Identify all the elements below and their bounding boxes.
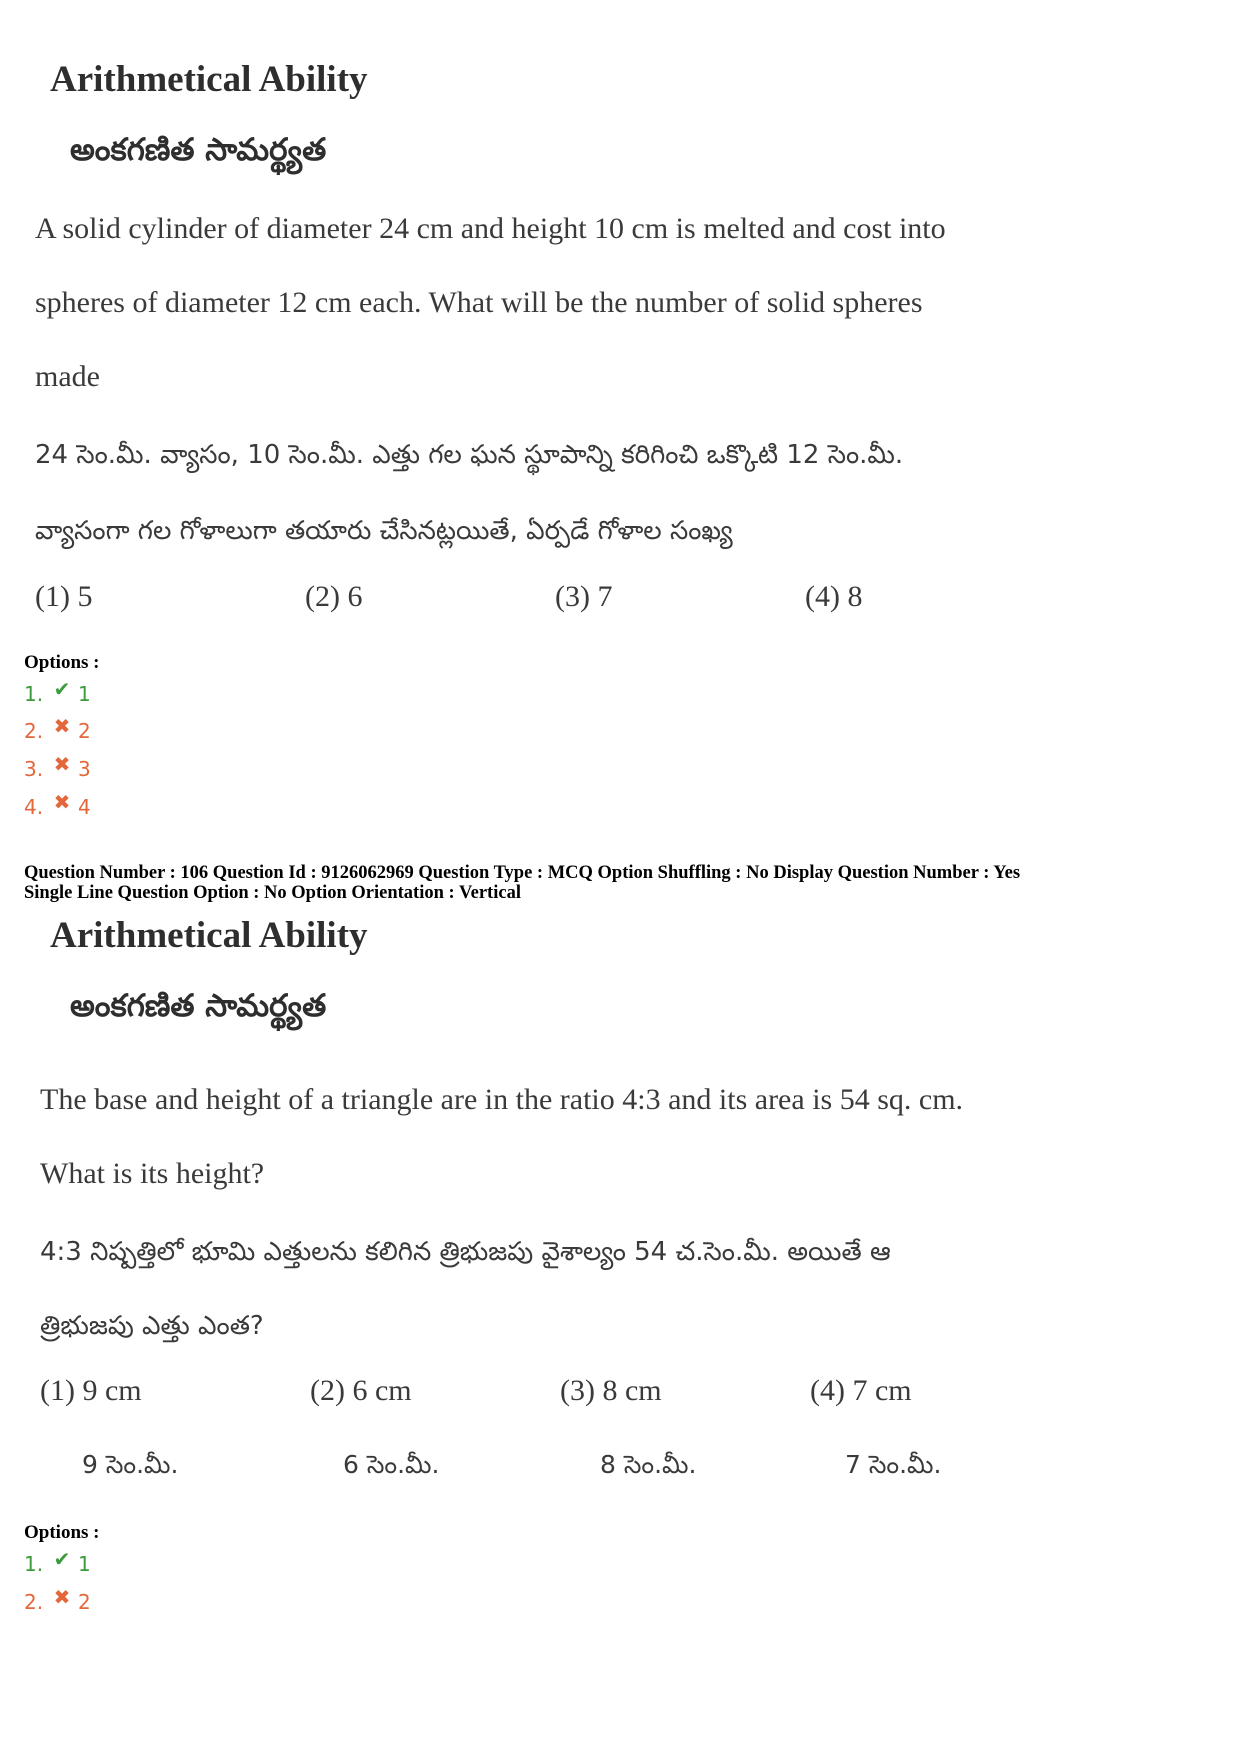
option-value: 2 xyxy=(78,719,91,743)
option-value: 3 xyxy=(78,757,91,781)
answer-choice: (3) 7 xyxy=(555,580,613,613)
options-label: Options : xyxy=(24,1522,100,1543)
cross-icon: ✖ xyxy=(53,790,71,814)
check-icon: ✔ xyxy=(53,1547,71,1571)
option-number: 1. xyxy=(24,1552,44,1576)
option-row xyxy=(24,790,91,819)
question-text-telugu: త్రిభుజపు ఎత్తు ఎంత? xyxy=(40,1311,264,1341)
section-subtitle: అంకగణిత సామర్థ్యత xyxy=(70,132,327,168)
option-row xyxy=(24,1585,91,1614)
section-title: Arithmetical Ability xyxy=(50,59,368,100)
answer-choice-telugu: 7 సెం.మీ. xyxy=(845,1450,942,1479)
answer-choice-telugu: 6 సెం.మీ. xyxy=(343,1450,440,1479)
question-text-telugu: 4:3 నిష్పత్తిలో భూమి ఎత్తులను కలిగిన త్రిభుజపు వైశాల్యం 54 చ.సెం.మీ. అయితే ఆ xyxy=(40,1237,891,1267)
answer-choice: (4) 7 cm xyxy=(810,1374,912,1407)
cross-icon: ✖ xyxy=(53,752,71,776)
question-text-line: made xyxy=(35,360,100,393)
option-number: 2. xyxy=(24,719,44,743)
answer-choice: (2) 6 cm xyxy=(310,1374,412,1407)
question-text-telugu: వ్యాసంగా గల గోళాలుగా తయారు చేసినట్లయితే, ఏర్పడే గోళాల సంఖ్య xyxy=(35,516,733,546)
question-text-line: What is its height? xyxy=(40,1157,265,1190)
answer-choice: (1) 5 xyxy=(35,580,93,613)
option-number: 4. xyxy=(24,795,44,819)
answer-choice-telugu: 9 సెం.మీ. xyxy=(82,1450,179,1479)
options-label: Options : xyxy=(24,652,100,673)
cross-icon: ✖ xyxy=(53,714,71,738)
option-value: 1 xyxy=(78,682,91,706)
option-number: 3. xyxy=(24,757,44,781)
option-value: 1 xyxy=(78,1552,91,1576)
question-text-line: A solid cylinder of diameter 24 cm and height 10 cm is melted and cost into xyxy=(35,212,946,245)
option-row xyxy=(24,677,91,706)
answer-choice: (3) 8 cm xyxy=(560,1374,662,1407)
question-text-line: spheres of diameter 12 cm each. What will be the number of solid spheres xyxy=(35,286,923,319)
question-meta-line: Question Number : 106 Question Id : 9126062969 Question Type : MCQ Option Shuffling : No Display Question Number : Yes xyxy=(24,863,1021,883)
answer-choice-telugu: 8 సెం.మీ. xyxy=(600,1450,697,1479)
answer-choice: (2) 6 xyxy=(305,580,363,613)
option-row xyxy=(24,1547,91,1576)
option-row xyxy=(24,714,91,743)
question-meta-line: Single Line Question Option : No Option Orientation : Vertical xyxy=(24,883,521,903)
section-subtitle: అంకగణిత సామర్థ్యత xyxy=(70,988,327,1024)
section-title: Arithmetical Ability xyxy=(50,915,368,956)
check-icon: ✔ xyxy=(53,677,71,701)
answer-choice: (4) 8 xyxy=(805,580,863,613)
question-text-line: The base and height of a triangle are in the ratio 4:3 and its area is 54 sq. cm. xyxy=(40,1083,964,1116)
option-value: 2 xyxy=(78,1590,91,1614)
option-number: 1. xyxy=(24,682,44,706)
cross-icon: ✖ xyxy=(53,1585,71,1609)
answer-choice: (1) 9 cm xyxy=(40,1374,142,1407)
option-number: 2. xyxy=(24,1590,44,1614)
option-value: 4 xyxy=(78,795,91,819)
question-text-telugu: 24 సెం.మీ. వ్యాసం, 10 సెం.మీ. ఎత్తు గల ఘన స్థూపాన్ని కరిగించి ఒక్కొటి 12 సెం.మీ. xyxy=(35,440,904,470)
option-row xyxy=(24,752,91,781)
